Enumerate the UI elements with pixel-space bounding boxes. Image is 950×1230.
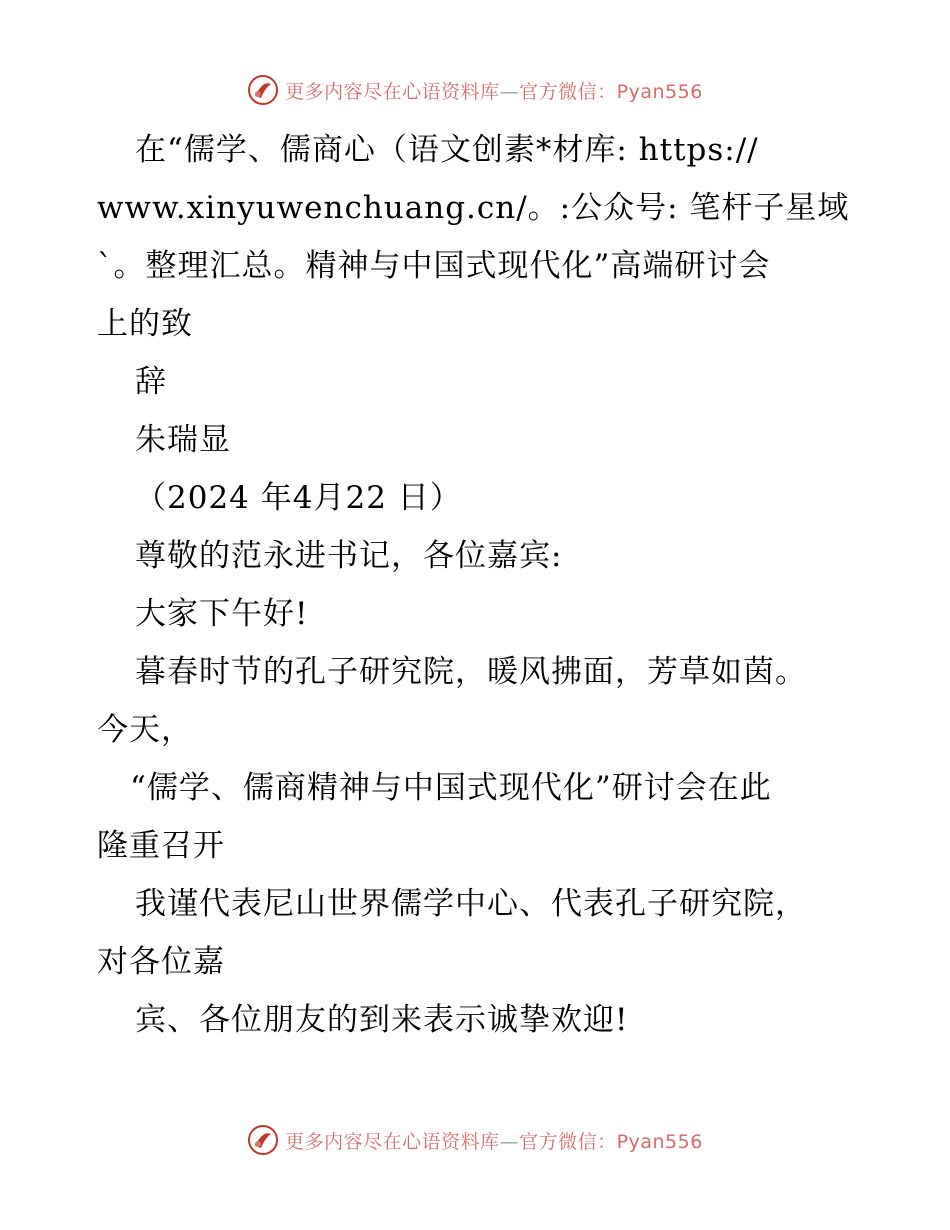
greeting: 大家下午好! xyxy=(135,596,309,632)
paragraph-line: 对各位嘉 xyxy=(97,944,225,980)
footer-watermark xyxy=(0,1120,950,1160)
paragraph-line: www.xinyuwenchuang.cn/。:公众号: 笔杆子星域 xyxy=(97,190,850,226)
author-name: 朱瑞显 xyxy=(135,422,231,458)
paragraph-line: “儒学、儒商精神与中国式现代化”研讨会在此 xyxy=(130,770,772,806)
paragraph-line: 今天， xyxy=(97,712,193,748)
paragraph-line: 上的致 xyxy=(97,306,193,342)
paragraph-line: 我谨代表尼山世界儒学中心、代表孔子研究院， xyxy=(135,886,807,922)
watermark-text: 更多内容尽在心语资料库—官方微信：Pyan556 xyxy=(285,80,703,103)
watermark-text: 更多内容尽在心语资料库—官方微信：Pyan556 xyxy=(285,1130,703,1153)
date-line: （2024 年4月22 日） xyxy=(135,480,462,516)
paragraph-line: 宾、各位朋友的到来表示诚挚欢迎! xyxy=(135,1002,629,1038)
header-watermark xyxy=(0,70,950,110)
paragraph-line: 在“儒学、儒商心（语文创素*材库: https:// xyxy=(135,132,759,168)
paragraph-line: 隆重召开 xyxy=(97,828,225,864)
seal-logo-icon xyxy=(247,74,279,106)
paragraph-line: 暮春时节的孔子研究院，暖风拂面，芳草如茵。 xyxy=(135,654,807,690)
seal-logo-icon xyxy=(247,1124,279,1156)
paragraph-line: `。整理汇总。精神与中国式现代化”高端研讨会 xyxy=(97,248,771,284)
salutation: 尊敬的范永进书记，各位嘉宾: xyxy=(135,538,563,574)
paragraph-line: 辞 xyxy=(135,364,167,400)
